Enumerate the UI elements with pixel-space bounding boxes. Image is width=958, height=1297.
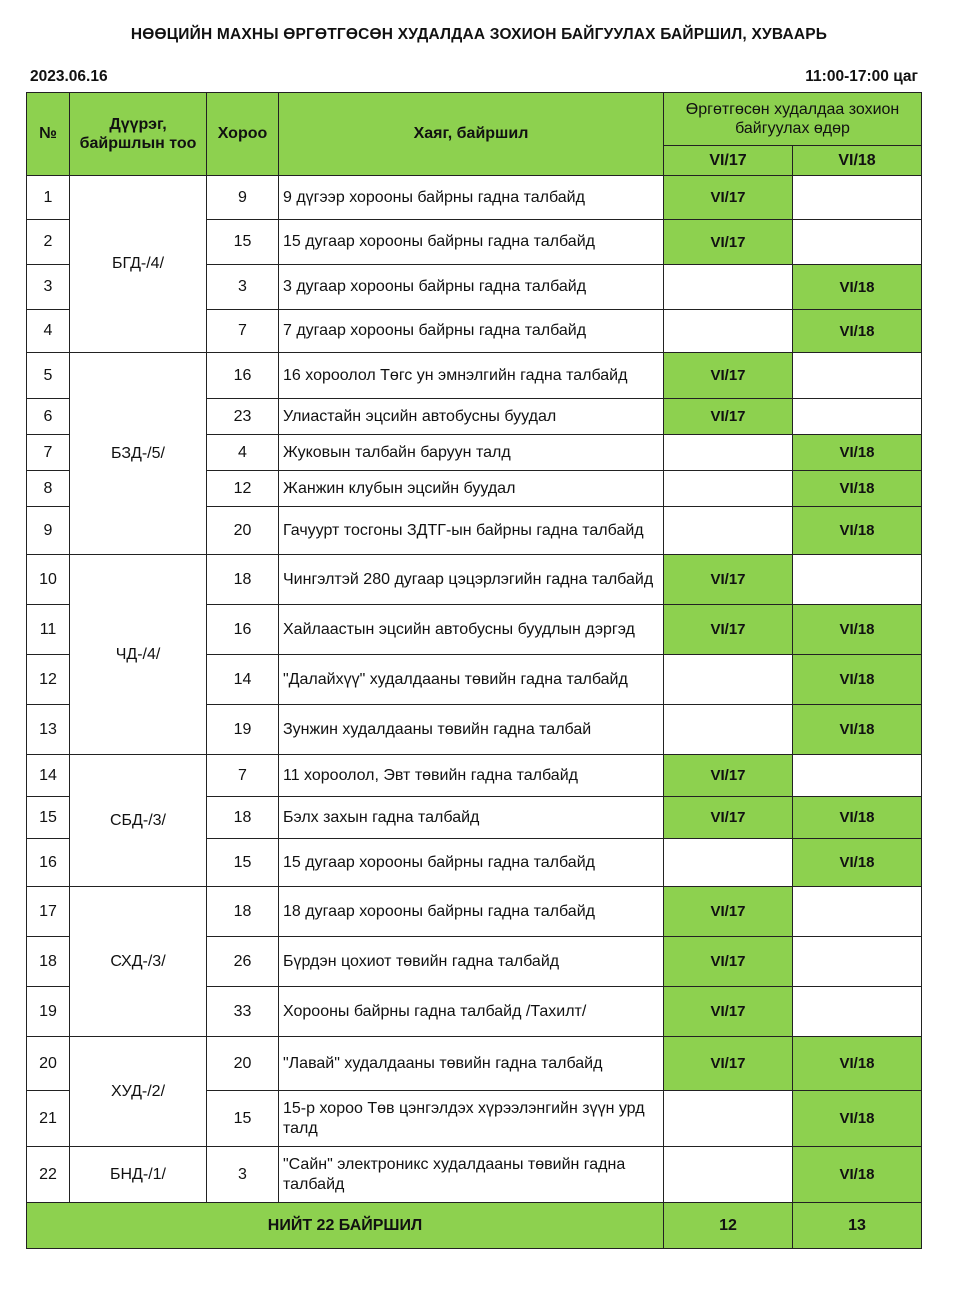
day1-cell — [664, 655, 793, 705]
khoroo-cell: 12 — [207, 471, 279, 507]
row-num: 3 — [27, 265, 70, 310]
header-address: Хаяг, байршил — [279, 93, 664, 176]
day1-cell — [664, 507, 793, 555]
row-num: 9 — [27, 507, 70, 555]
table-row — [27, 176, 922, 220]
table-row — [27, 1147, 922, 1203]
address-cell: 9 дүгээр хорооны байрны гадна талбайд — [279, 176, 664, 220]
address-cell: "Сайн" электроникс худалдааны төвийн гадна талбайд — [279, 1147, 664, 1203]
row-num: 13 — [27, 705, 70, 755]
address-cell: 7 дугаар хорооны байрны гадна талбайд — [279, 310, 664, 353]
address-cell: Чингэлтэй 280 дугаар цэцэрлэгийн гадна талбайд — [279, 555, 664, 605]
day2-cell — [793, 755, 922, 797]
district-cell: БГД-/4/ — [70, 176, 207, 353]
report-date: 2023.06.16 — [30, 68, 108, 85]
day1-cell — [664, 839, 793, 887]
address-cell: Хорооны байрны гадна талбайд /Тахилт/ — [279, 987, 664, 1037]
day1-cell — [664, 435, 793, 471]
khoroo-cell: 7 — [207, 310, 279, 353]
day1-cell: VI/17 — [664, 755, 793, 797]
table-row — [27, 353, 922, 399]
address-cell: Жанжин клубын эцсийн буудал — [279, 471, 664, 507]
row-num: 16 — [27, 839, 70, 887]
khoroo-cell: 9 — [207, 176, 279, 220]
district-cell: БНД-/1/ — [70, 1147, 207, 1203]
khoroo-cell: 14 — [207, 655, 279, 705]
row-num: 5 — [27, 353, 70, 399]
day2-cell — [793, 220, 922, 265]
day2-cell — [793, 987, 922, 1037]
khoroo-cell: 20 — [207, 507, 279, 555]
day2-cell: VI/18 — [793, 605, 922, 655]
khoroo-cell: 3 — [207, 265, 279, 310]
row-num: 19 — [27, 987, 70, 1037]
row-num: 11 — [27, 605, 70, 655]
row-num: 10 — [27, 555, 70, 605]
address-cell: "Далайхүү" худалдааны төвийн гадна талбайд — [279, 655, 664, 705]
day2-cell: VI/18 — [793, 507, 922, 555]
day1-cell: VI/17 — [664, 220, 793, 265]
day2-cell: VI/18 — [793, 839, 922, 887]
khoroo-cell: 18 — [207, 887, 279, 937]
day1-cell: VI/17 — [664, 605, 793, 655]
table-row — [27, 1037, 922, 1091]
header-days-group: Өргөтгөсөн худалдаа зохион байгуулах өдөр — [664, 93, 922, 146]
table-row — [27, 555, 922, 605]
total-day2-count: 13 — [793, 1203, 922, 1249]
day2-cell — [793, 887, 922, 937]
address-cell: Жуковын талбайн баруун талд — [279, 435, 664, 471]
header-district: Дүүрэг, байршлын тоо — [70, 93, 207, 176]
day1-cell — [664, 310, 793, 353]
address-cell: 15 дугаар хорооны байрны гадна талбайд — [279, 220, 664, 265]
khoroo-cell: 15 — [207, 1091, 279, 1147]
row-num: 17 — [27, 887, 70, 937]
address-cell: 16 хороолол Төгс ун эмнэлгийн гадна талбайд — [279, 353, 664, 399]
header-khoroo: Хороо — [207, 93, 279, 176]
day2-cell: VI/18 — [793, 1147, 922, 1203]
day1-cell: VI/17 — [664, 399, 793, 435]
khoroo-cell: 4 — [207, 435, 279, 471]
district-cell: СБД-/3/ — [70, 755, 207, 887]
day2-cell: VI/18 — [793, 705, 922, 755]
khoroo-cell: 15 — [207, 220, 279, 265]
total-row — [27, 1203, 922, 1249]
row-num: 1 — [27, 176, 70, 220]
row-num: 21 — [27, 1091, 70, 1147]
address-cell: Улиастайн эцсийн автобусны буудал — [279, 399, 664, 435]
address-cell: Бүрдэн цохиот төвийн гадна талбайд — [279, 937, 664, 987]
day2-cell: VI/18 — [793, 797, 922, 839]
day2-cell: VI/18 — [793, 265, 922, 310]
day2-cell: VI/18 — [793, 1091, 922, 1147]
address-cell: Хайлаастын эцсийн автобусны буудлын дэргэд — [279, 605, 664, 655]
row-num: 8 — [27, 471, 70, 507]
row-num: 12 — [27, 655, 70, 705]
address-cell: Бэлх захын гадна талбайд — [279, 797, 664, 839]
day1-cell: VI/17 — [664, 937, 793, 987]
day1-cell: VI/17 — [664, 1037, 793, 1091]
day2-cell — [793, 353, 922, 399]
schedule-table — [26, 92, 922, 1249]
address-cell: 18 дугаар хорооны байрны гадна талбайд — [279, 887, 664, 937]
day1-cell: VI/17 — [664, 887, 793, 937]
khoroo-cell: 15 — [207, 839, 279, 887]
day2-cell — [793, 555, 922, 605]
page-title: НӨӨЦИЙН МАХНЫ ӨРГӨТГӨСӨН ХУДАЛДАА ЗОХИОН БАЙГУУЛАХ БАЙРШИЛ, ХУВААРЬ — [130, 26, 828, 43]
row-num: 18 — [27, 937, 70, 987]
row-num: 20 — [27, 1037, 70, 1091]
header-num: № — [27, 93, 70, 176]
day2-cell: VI/18 — [793, 310, 922, 353]
day2-cell: VI/18 — [793, 435, 922, 471]
address-cell: 11 хороолол, Эвт төвийн гадна талбайд — [279, 755, 664, 797]
khoroo-cell: 3 — [207, 1147, 279, 1203]
khoroo-cell: 16 — [207, 605, 279, 655]
total-label: НИЙТ 22 БАЙРШИЛ — [27, 1203, 664, 1249]
header-day2: VI/18 — [793, 146, 922, 176]
address-cell: 3 дугаар хорооны байрны гадна талбайд — [279, 265, 664, 310]
row-num: 4 — [27, 310, 70, 353]
row-num: 2 — [27, 220, 70, 265]
day1-cell — [664, 1091, 793, 1147]
day1-cell: VI/17 — [664, 353, 793, 399]
khoroo-cell: 18 — [207, 555, 279, 605]
day1-cell — [664, 1147, 793, 1203]
table-row — [27, 755, 922, 797]
district-cell: ХУД-/2/ — [70, 1037, 207, 1147]
day2-cell — [793, 399, 922, 435]
table-row — [27, 887, 922, 937]
khoroo-cell: 18 — [207, 797, 279, 839]
header-day1: VI/17 — [664, 146, 793, 176]
khoroo-cell: 33 — [207, 987, 279, 1037]
address-cell: 15 дугаар хорооны байрны гадна талбайд — [279, 839, 664, 887]
day1-cell: VI/17 — [664, 555, 793, 605]
day2-cell: VI/18 — [793, 1037, 922, 1091]
table-body — [27, 176, 922, 1249]
khoroo-cell: 16 — [207, 353, 279, 399]
khoroo-cell: 23 — [207, 399, 279, 435]
day2-cell: VI/18 — [793, 655, 922, 705]
row-num: 14 — [27, 755, 70, 797]
day2-cell — [793, 176, 922, 220]
row-num: 6 — [27, 399, 70, 435]
day2-cell: VI/18 — [793, 471, 922, 507]
row-num: 15 — [27, 797, 70, 839]
khoroo-cell: 7 — [207, 755, 279, 797]
address-cell: "Лавай" худалдааны төвийн гадна талбайд — [279, 1037, 664, 1091]
district-cell: СХД-/3/ — [70, 887, 207, 1037]
day1-cell: VI/17 — [664, 176, 793, 220]
address-cell: 15-р хороо Төв цэнгэлдэх хүрээлэнгийн зүүн урд талд — [279, 1091, 664, 1147]
district-cell: ЧД-/4/ — [70, 555, 207, 755]
address-cell: Зунжин худалдааны төвийн гадна талбай — [279, 705, 664, 755]
day1-cell — [664, 471, 793, 507]
report-time: 11:00-17:00 цаг — [805, 68, 918, 85]
khoroo-cell: 19 — [207, 705, 279, 755]
total-day1-count: 12 — [664, 1203, 793, 1249]
row-num: 22 — [27, 1147, 70, 1203]
day2-cell — [793, 937, 922, 987]
day1-cell — [664, 265, 793, 310]
day1-cell: VI/17 — [664, 797, 793, 839]
row-num: 7 — [27, 435, 70, 471]
khoroo-cell: 20 — [207, 1037, 279, 1091]
district-cell: БЗД-/5/ — [70, 353, 207, 555]
day1-cell: VI/17 — [664, 987, 793, 1037]
address-cell: Гачуурт тосгоны ЗДТГ-ын байрны гадна талбайд — [279, 507, 664, 555]
day1-cell — [664, 705, 793, 755]
khoroo-cell: 26 — [207, 937, 279, 987]
